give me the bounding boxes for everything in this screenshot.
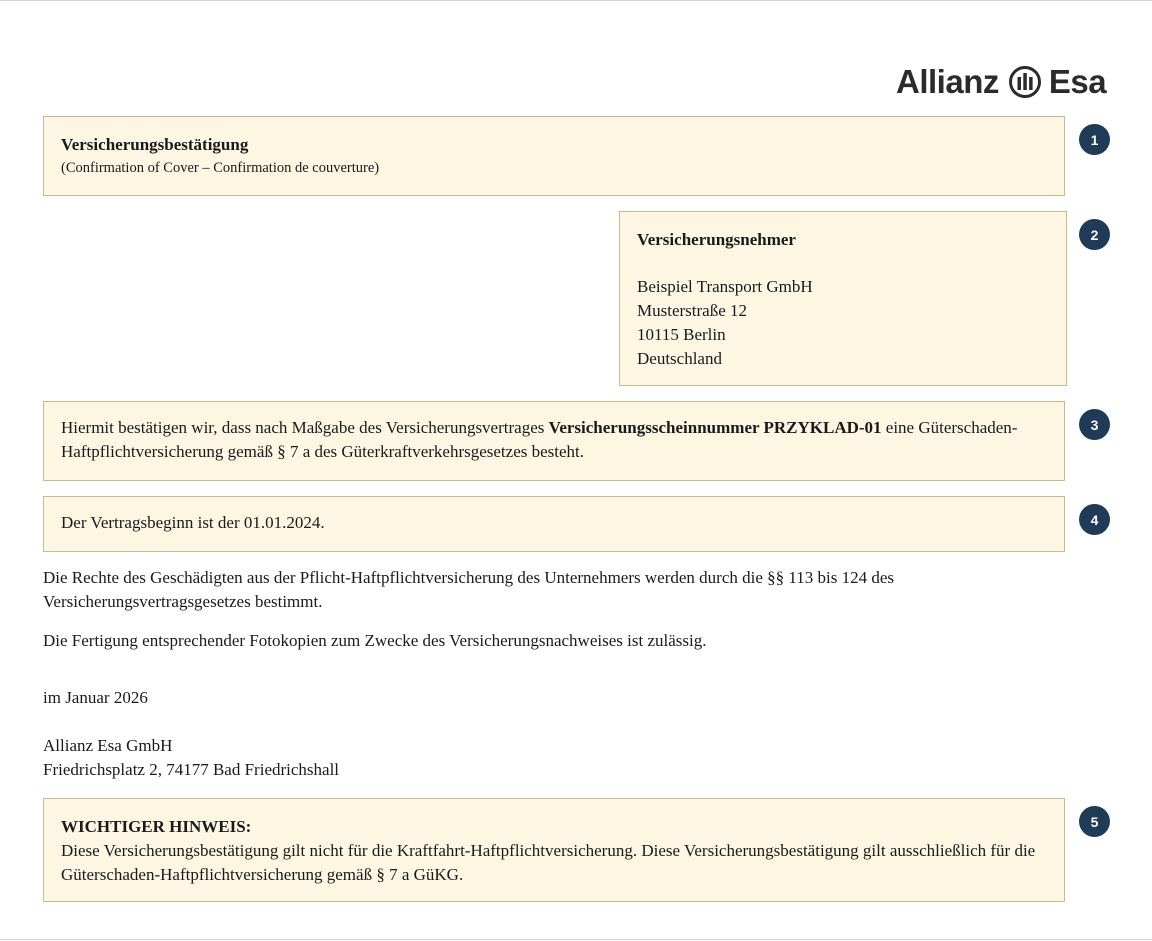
logo-wordmark-left: Allianz — [896, 63, 999, 100]
section-badge-4: 4 — [1079, 504, 1110, 535]
confirmation-text-end: eine Güterschaden-Haftpflichtversicherung gemäß § 7 a des Güterkraftverkehrsgesetzes besteht. — [61, 418, 1018, 461]
policyholder-title: Versicherungsnehmer — [637, 230, 796, 249]
policyholder-box — [619, 211, 1067, 386]
policyholder-street: Musterstraße 12 — [637, 301, 748, 320]
document-title-box — [43, 116, 1065, 196]
contract-start-text: Der Vertragsbeginn ist der 01.01.2024. — [61, 513, 325, 532]
section-badge-3: 3 — [1079, 409, 1110, 440]
allianz-eagle-icon — [1008, 65, 1042, 99]
logo-wordmark-right: Esa — [1048, 63, 1107, 100]
rights-paragraph: Die Rechte des Geschädigten aus der Pflicht-Haftpflichtversicherung des Unternehmers werden durch die §§ 113 bis 124 des Versicherungsvertragsgesetzes bestimmt. — [43, 568, 894, 611]
bottom-divider — [0, 939, 1152, 940]
policyholder-country: Deutschland — [637, 349, 722, 368]
company-address: Friedrichsplatz 2, 74177 Bad Friedrichshall — [43, 760, 340, 779]
policy-number: Versicherungsscheinnummer PRZYKLAD-01 — [548, 418, 882, 437]
confirmation-box — [43, 401, 1065, 481]
policyholder-name: Beispiel Transport GmbH — [637, 277, 813, 296]
company-name: Allianz Esa GmbH — [43, 736, 173, 755]
copies-paragraph: Die Fertigung entsprechender Fotokopien zum Zwecke des Versicherungsnachweises ist zulässig. — [43, 631, 707, 650]
section-badge-2: 2 — [1079, 219, 1110, 250]
notice-heading: WICHTIGER HINWEIS: — [61, 817, 252, 836]
notice-text: Diese Versicherungsbestätigung gilt nicht für die Kraftfahrt-Haftpflichtversicherung. Diese Versicherungsbestätigung gilt ausschließlich für die Güterschaden-Haftpflichtversicherung gemäß § 7 a GüKG. — [61, 841, 1036, 884]
section-badge-5: 5 — [1079, 806, 1110, 837]
section-badge-1: 1 — [1079, 124, 1110, 155]
contract-start-box — [43, 496, 1065, 552]
confirmation-text-start: Hiermit bestätigen wir, dass nach Maßgabe des Versicherungsvertrages — [61, 418, 549, 437]
issue-date: im Januar 2026 — [43, 688, 148, 707]
important-notice-box — [43, 798, 1065, 902]
document-title: Versicherungsbestätigung — [61, 135, 249, 154]
top-divider — [0, 0, 1152, 1]
policyholder-city: 10115 Berlin — [637, 325, 726, 344]
allianz-esa-logo — [896, 64, 1106, 100]
document-subtitle: (Confirmation of Cover – Confirmation de couverture) — [61, 160, 380, 176]
